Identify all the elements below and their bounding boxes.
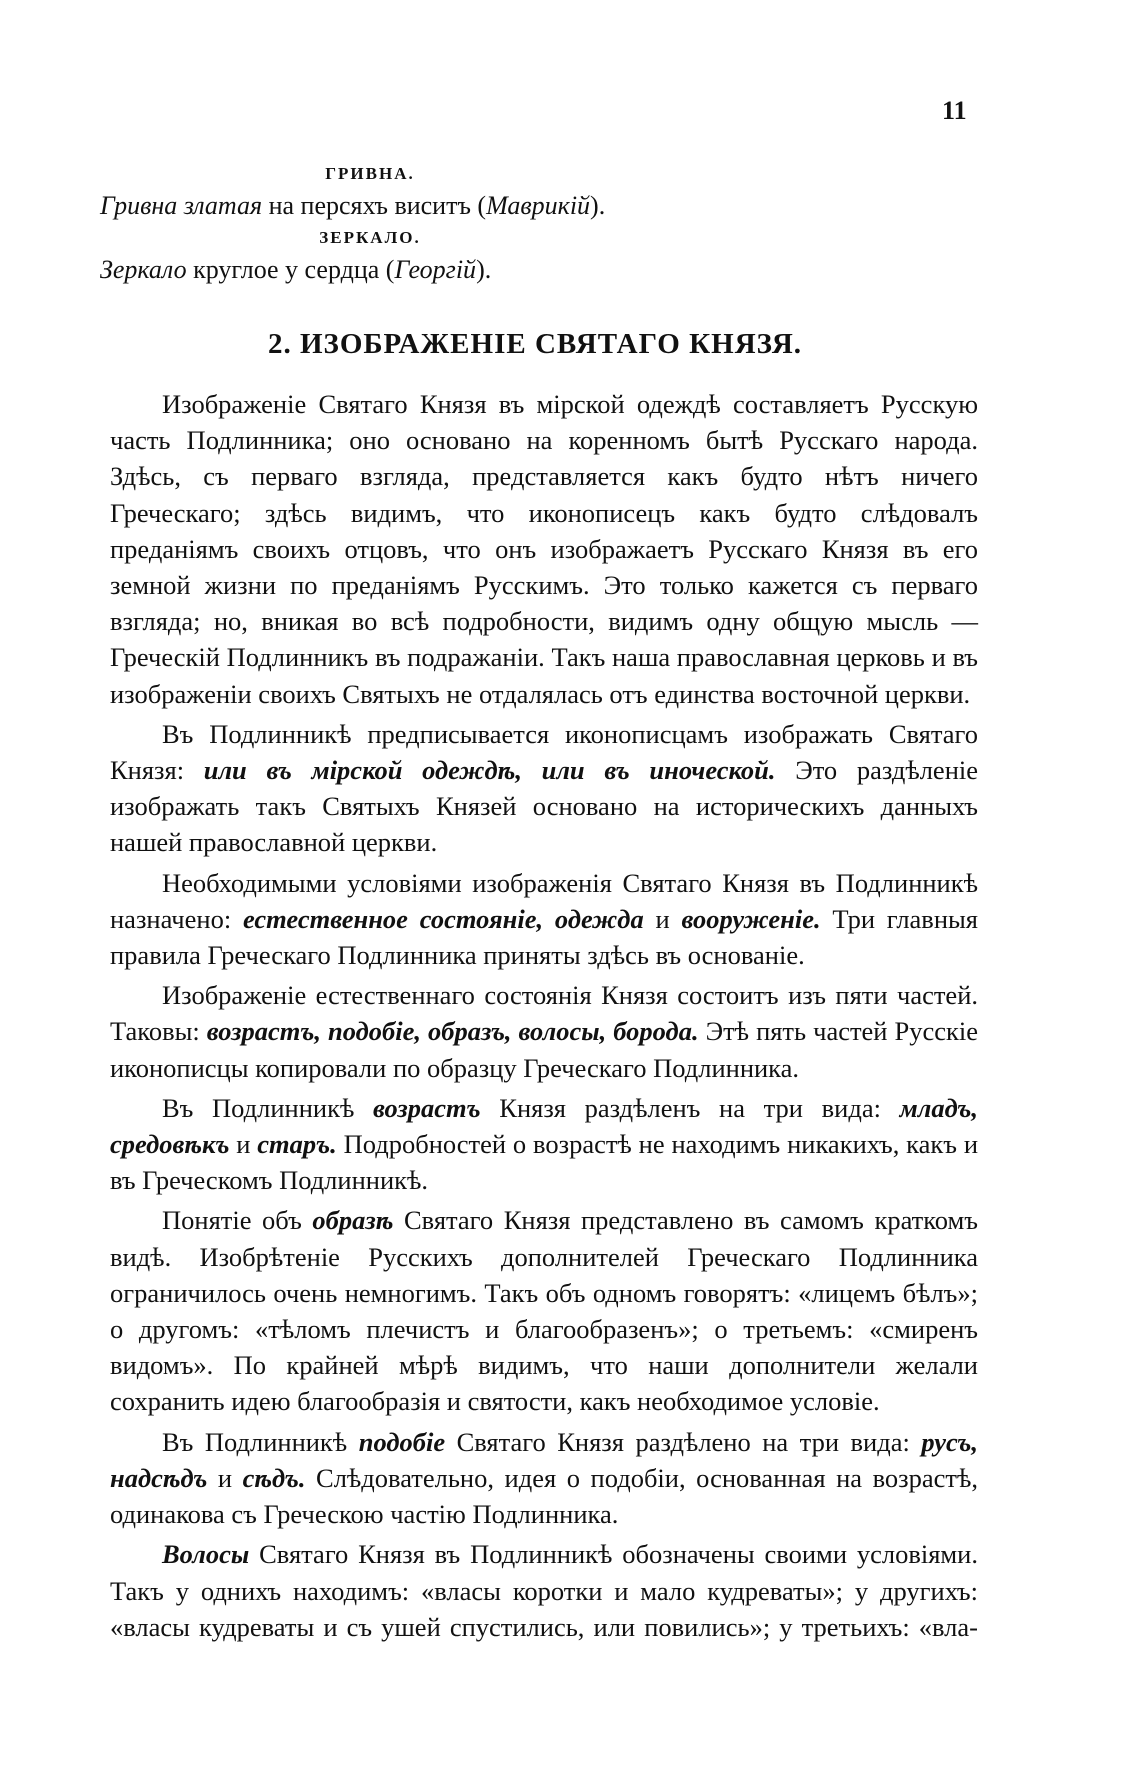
emphasis: возрастъ <box>373 1092 481 1123</box>
paragraph-4: Изображеніе естественнаго состоянія Князя состоитъ изъ пяти частей. Таковы: возрастъ, подобіе, образъ, волосы, борода. Этѣ пять частей Русскіе иконописцы копировали по образцу Греческаго Подлинника. <box>110 980 979 1083</box>
emphasis: или въ мірской одеждѣ, или въ иноческой. <box>203 755 776 786</box>
paragraph-3: Необходимыми условіями изображенія Святаго Князя въ Подлинникѣ назначено: естественное состояніе, одежда и вооруженіе. Три главныя правила Греческаго Подлинника приняты здѣсь въ основаніе. <box>110 867 978 971</box>
entry-text: ). <box>590 191 606 220</box>
emphasis: вооруженіе. <box>681 903 821 934</box>
paragraph-6: Понятіе объ образѣ Святаго Князя представлено въ самомъ краткомъ видѣ. Изобрѣтеніе Русскихъ дополнителей Греческаго Подлинника ограничилось очень немногимъ. Такъ объ одномъ говорятъ: «лицемъ бѣлъ»; о другомъ: «тѣломъ плечистъ и благообразенъ»; о третьемъ: «смиренъ видомъ». По крайней мѣрѣ видимъ, что наши дополнители желали сохранить идею благообразія и святости, какъ необходимое условіе. <box>110 1205 978 1417</box>
heading-zerkalo: ЗЕРКАЛО. <box>319 228 421 247</box>
body-text <box>110 386 978 1645</box>
emphasis: сѣдъ. <box>242 1462 306 1493</box>
emphasis: возрастъ, подобіе, образъ, волосы, борода. <box>206 1016 699 1047</box>
entry-text: на персяхъ виситъ ( <box>262 191 487 220</box>
emphasis: старъ. <box>257 1129 337 1160</box>
paragraph-8: Волосы Святаго Князя въ Подлинникѣ обозначены своими условіями. Такъ у однихъ находимъ: «власы коротки и мало кудреваты»; у другихъ: «власы кудреваты и съ ушей спустились, или повились»; у третьихъ: «вла- <box>110 1539 978 1642</box>
emphasis: образѣ <box>312 1205 394 1236</box>
paragraph-5: Въ Подлинникѣ возрастъ Князя раздѣленъ на три вида: младъ, средовѣкъ и старъ. Подробностей о возрастѣ не находимъ никакихъ, какъ и въ Греческомъ Подлинникѣ. <box>110 1092 978 1196</box>
emphasis: естественное состояніе, одежда <box>242 903 644 934</box>
upper-entries <box>100 160 640 288</box>
entry-term: Зеркало <box>100 255 187 284</box>
emphasis: младъ, средовѣкъ <box>110 1092 978 1160</box>
section-title: 2. ИЗОБРАЖЕНІЕ СВЯТАГО КНЯЗЯ. <box>267 328 803 360</box>
heading-grivna: ГРИВНА. <box>325 164 415 183</box>
paragraph-7: Въ Подлинникѣ подобіе Святаго Князя раздѣлено на три вида: русъ, надсѣдъ и сѣдъ. Слѣдовательно, идея о подобіи, основанная на возрастѣ, одинакова съ Греческою частію Подлинника. <box>110 1426 978 1530</box>
paragraph-2: Въ Подлинникѣ предписывается иконописцамъ изображать Святаго Князя: или въ мірской одеждѣ, или въ иноческой. Это раздѣленіе изображать такъ Святыхъ Князей основано на историческихъ данныхъ нашей православной церкви. <box>110 718 978 858</box>
emphasis: русъ, надсѣдъ <box>110 1426 978 1493</box>
entry-grivna <box>100 188 640 224</box>
entry-zerkalo <box>100 252 640 288</box>
emphasis: Волосы <box>162 1539 250 1570</box>
saint-name: Маврикій <box>486 191 591 220</box>
entry-text: круглое у сердца ( <box>186 255 395 284</box>
emphasis: подобіе <box>358 1426 446 1457</box>
entry-text: ). <box>476 255 492 284</box>
entry-term: Гривна златая <box>100 191 263 220</box>
saint-name: Георгій <box>394 255 477 284</box>
paragraph-1: Изображеніе Святаго Князя въ мірской одеждѣ составляетъ Русскую часть Подлинника; оно основано на коренномъ бытѣ Русскаго народа. Здѣсь, съ перваго взгляда, представляется какъ будто нѣтъ ничего Греческаго; здѣсь видимъ, что иконописецъ какъ будто слѣдовалъ преданіямъ своихъ отцовъ, что онъ изображаетъ Русскаго Князя въ его земной жизни по преданіямъ Русскимъ. Это только кажется съ перваго взгляда; но, вникая во всѣ подробности, видимъ одну общую мысль — Греческій Подлинникъ въ подражаніи. Такъ наша православная церковь и въ изображеніи своихъ Святыхъ не отдалялась отъ единства восточной церкви. <box>110 389 978 709</box>
page-number: 11 <box>942 96 967 125</box>
